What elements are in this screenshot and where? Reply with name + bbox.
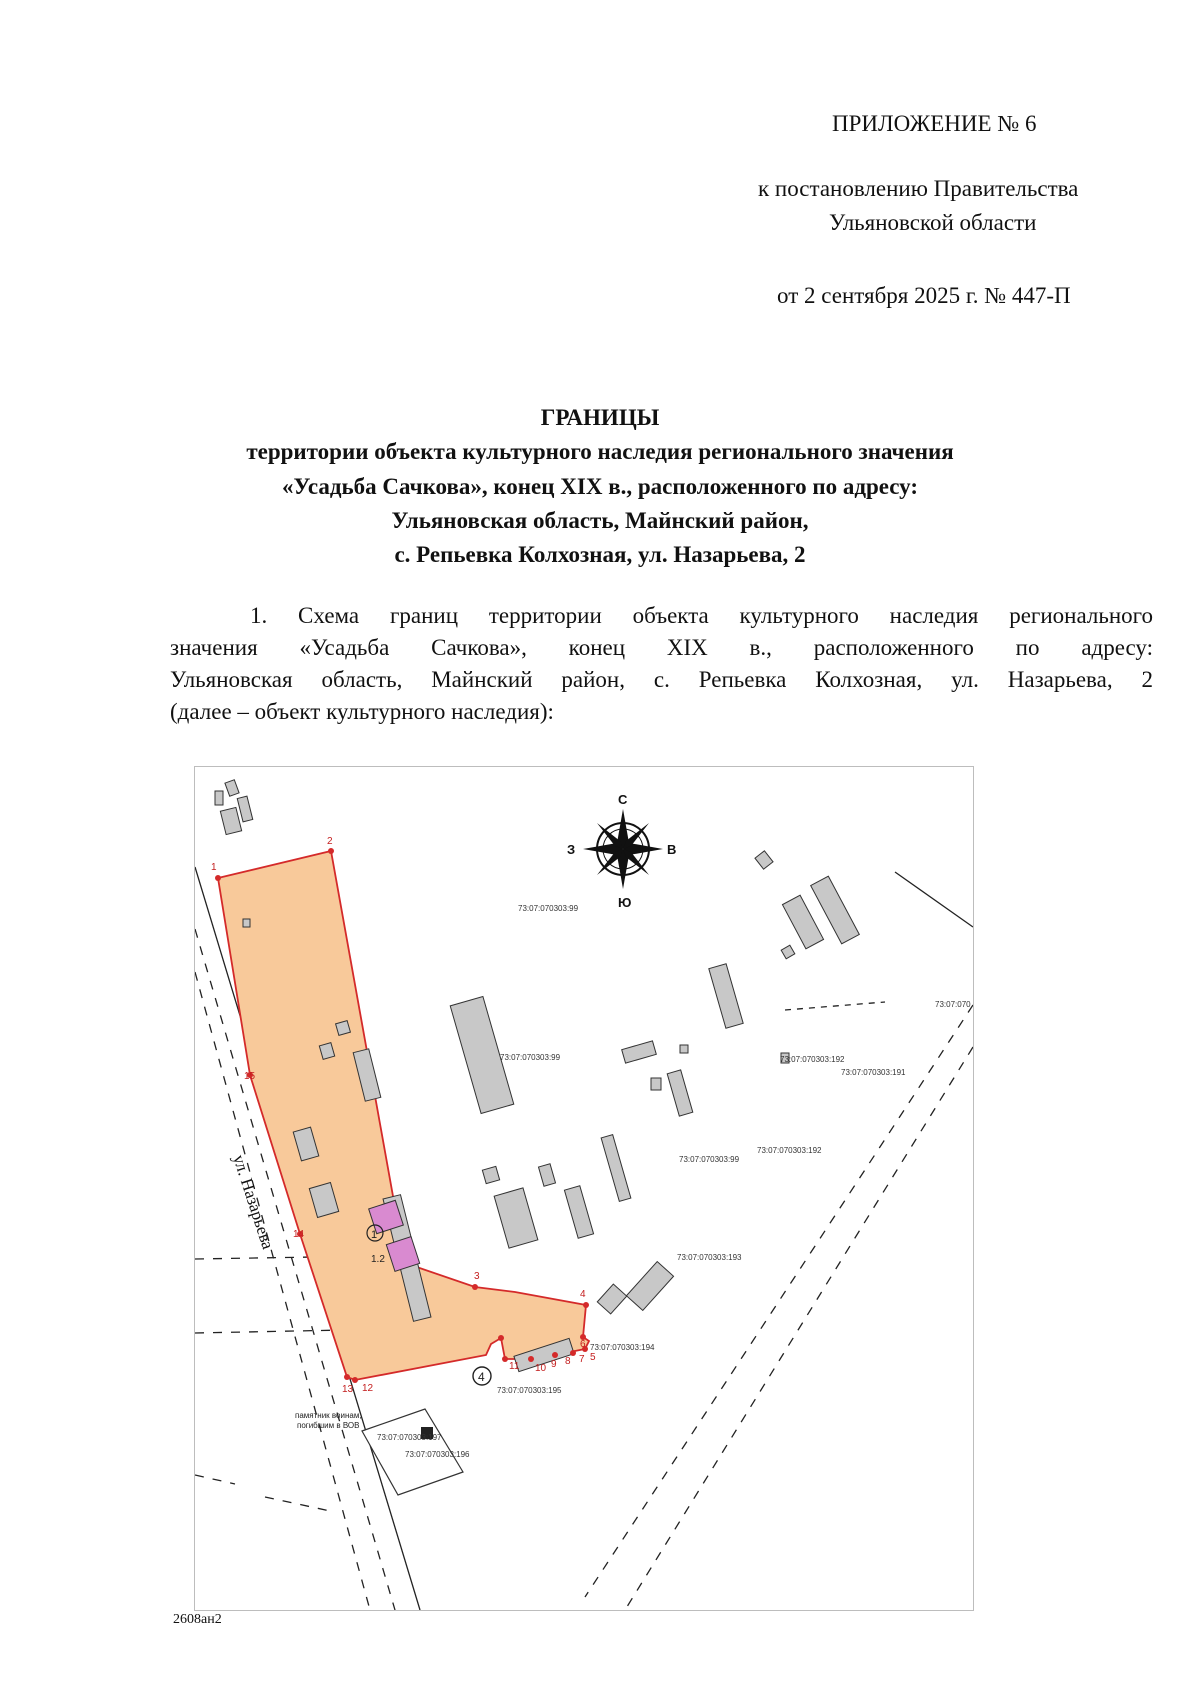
- point-label: 10: [535, 1363, 547, 1374]
- document-code: 2608ан2: [173, 1612, 222, 1627]
- title-line4: Ульяновская область, Майнский район,: [391, 508, 809, 533]
- compass-west: З: [567, 842, 576, 857]
- point-label: 4: [580, 1289, 586, 1300]
- title-line5: с. Репьевка Колхозная, ул. Назарьева, 2: [394, 542, 806, 567]
- compass-east: В: [667, 842, 677, 857]
- point-label: 11: [509, 1361, 520, 1372]
- point-label: 7: [579, 1354, 585, 1365]
- object-label-4: 4: [478, 1370, 485, 1384]
- point-label: 12: [362, 1383, 374, 1394]
- point-label: 6: [580, 1339, 586, 1350]
- point-label: 3: [474, 1271, 480, 1282]
- paragraph-line4: (далее – объект культурного наследия):: [170, 699, 554, 724]
- compass-south: Ю: [618, 895, 632, 910]
- parcel-label: 73:07:070303:99: [518, 904, 579, 913]
- point-label: 5: [590, 1352, 596, 1363]
- point-label: 14: [293, 1229, 305, 1240]
- boundary-scheme-map: [194, 766, 974, 1611]
- title-line2: территории объекта культурного наследия регионального значения: [246, 439, 954, 464]
- parcel-label: 73:07:070303:193: [677, 1253, 742, 1262]
- parcel-label: 73:07:070303:99: [679, 1155, 740, 1164]
- compass-north: С: [618, 792, 628, 807]
- parcel-labels: [377, 904, 971, 1459]
- parcel-label: 73:07:070303:195: [497, 1386, 562, 1395]
- compass-rose: [567, 792, 676, 910]
- appendix-number: ПРИЛОЖЕНИЕ № 6: [832, 111, 1037, 136]
- point-label: 2: [327, 836, 333, 847]
- parcel-label: 73:07:070: [935, 1000, 971, 1009]
- point-label: 8: [565, 1356, 571, 1367]
- parcel-label: 73:07:070303:99: [500, 1053, 561, 1062]
- decree-date-number: от 2 сентября 2025 г. № 447-П: [777, 283, 1071, 308]
- monument-label-line2: погибшим в ВОВ: [297, 1421, 360, 1430]
- point-label: 1: [211, 862, 217, 873]
- scheme-paragraph: [170, 600, 1153, 728]
- parcel-label: 73:07:070303:192: [757, 1146, 822, 1155]
- point-label: 15: [244, 1071, 256, 1082]
- decree-reference-line2: Ульяновской области: [829, 210, 1037, 235]
- point-label: 13: [342, 1384, 354, 1395]
- point-label: 9: [551, 1359, 557, 1370]
- monument-label-line1: памятник воинам,: [295, 1411, 362, 1420]
- parcel-label: 73:07:070303:197: [377, 1433, 442, 1442]
- parcel-label: 73:07:070303:196: [405, 1450, 470, 1459]
- territory-area: [218, 851, 589, 1380]
- title-line3: «Усадьба Сачкова», конец XIX в., расположенного по адресу:: [281, 474, 919, 499]
- object-label-1-2: 1.2: [371, 1254, 385, 1265]
- parcel-label: 73:07:070303:192: [780, 1055, 845, 1064]
- paragraph-line3: Ульяновская область, Майнский район, с. Репьевка Колхозная, ул. Назарьева, 2: [170, 667, 1153, 692]
- title-line1: ГРАНИЦЫ: [540, 405, 660, 430]
- object-label-1: 1: [371, 1229, 378, 1241]
- paragraph-line1: 1. Схема границ территории объекта культурного наследия регионального: [250, 603, 1153, 628]
- parcel-label: 73:07:070303:191: [841, 1068, 906, 1077]
- decree-reference-line1: к постановлению Правительства: [758, 176, 1079, 201]
- street-name: ул. Назарьева: [229, 1152, 278, 1252]
- paragraph-line2: значения «Усадьба Сачкова», конец XIX в., расположенного по адресу:: [170, 635, 1153, 660]
- parcel-label: 73:07:070303:194: [590, 1343, 655, 1352]
